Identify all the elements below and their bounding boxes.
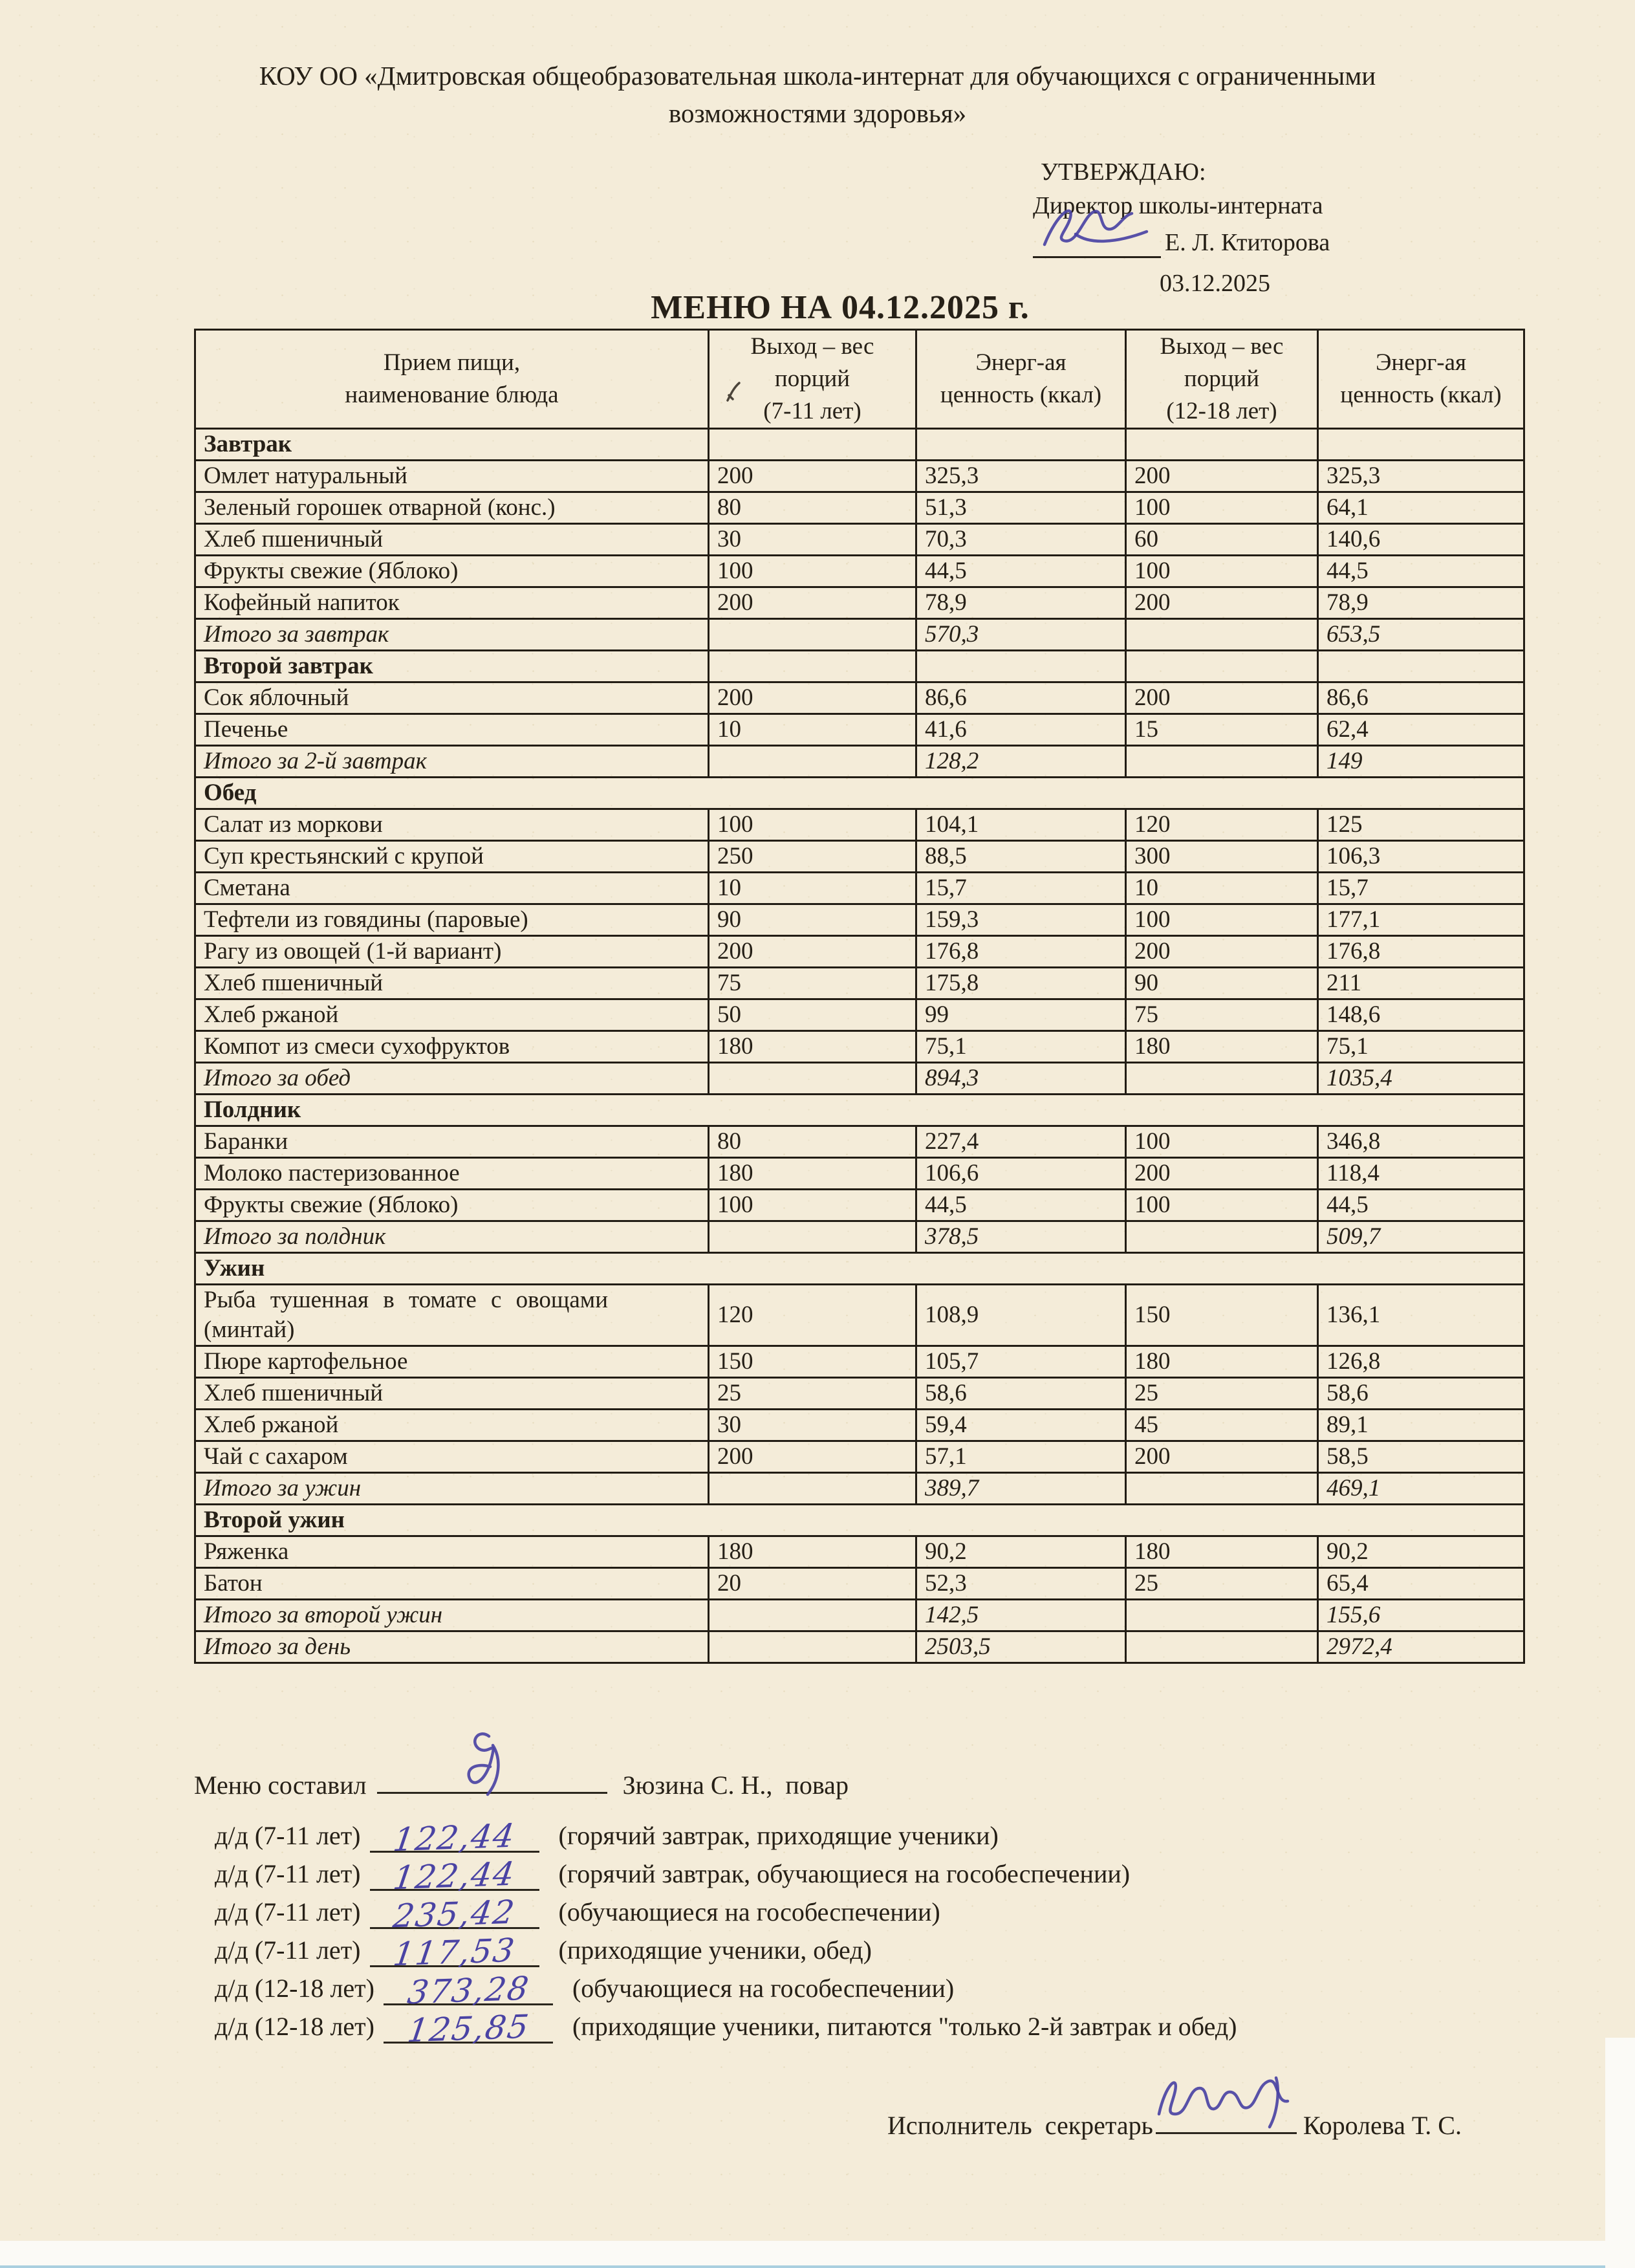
dd-amount-handwritten: 373,28 [404,1969,532,2012]
energy-12-18: 86,6 [1318,682,1524,714]
total-label: Итого за день [195,1631,709,1663]
empty-cell [709,1600,916,1631]
energy-7-11: 104,1 [916,809,1126,841]
col-header-portions-7-11: Выход – вес порций (7-11 лет) [709,330,916,429]
menu-row [195,587,1524,619]
dish-name: Фрукты свежие (Яблоко) [195,556,709,587]
total-energy-12-18: 509,7 [1318,1221,1524,1253]
dd-amount-handwritten: 122,44 [391,1816,518,1859]
secretary-name: Королева Т. С. [1303,2111,1462,2140]
energy-7-11: 78,9 [916,587,1126,619]
weight-7-11: 25 [709,1378,916,1410]
weight-7-11: 10 [709,873,916,904]
weight-7-11: 200 [709,461,916,492]
empty-cell [916,429,1126,461]
col-header-portions-12-18: Выход – вес порций (12-18 лет) [1126,330,1318,429]
empty-cell [709,1473,916,1505]
energy-7-11: 44,5 [916,1190,1126,1221]
dd-amount-underline [370,1855,539,1897]
col-header-energy-7-11: Энерг-ая ценность (ккал) [916,330,1126,429]
dd-amount-underline [370,1893,539,1935]
weight-12-18: 75 [1126,999,1318,1031]
empty-cell [1126,1063,1318,1095]
total-energy-7-11: 894,3 [916,1063,1126,1095]
weight-7-11: 200 [709,682,916,714]
section-row-lunch [195,778,1524,809]
empty-cell [709,1221,916,1253]
weight-7-11: 250 [709,841,916,873]
dd-label: д/д (7-11 лет) [215,1897,361,1926]
weight-12-18: 180 [1126,1031,1318,1063]
menu-row [195,556,1524,587]
page-title: МЕНЮ НА 04.12.2025 г. [651,289,1030,326]
weight-12-18: 10 [1126,873,1318,904]
dish-name: Салат из моркови [195,809,709,841]
energy-7-11: 105,7 [916,1346,1126,1378]
energy-7-11: 86,6 [916,682,1126,714]
approver-name: Е. Л. Ктиторова [1165,229,1330,256]
weight-12-18: 45 [1126,1410,1318,1441]
total-energy-12-18: 155,6 [1318,1600,1524,1631]
total-label: Итого за второй ужин [195,1600,709,1631]
energy-7-11: 44,5 [916,556,1126,587]
weight-12-18: 100 [1126,1190,1318,1221]
total-label: Итого за полдник [195,1221,709,1253]
organization-name-line1: КОУ ОО «Дмитровская общеобразовательная школа-интернат для обучающихся с ограниченными [259,61,1376,91]
weight-7-11: 75 [709,968,916,999]
empty-cell [709,429,916,461]
menu-row [195,936,1524,968]
dish-name: Рыба тушенная в томате с овощами (минтай) [195,1285,709,1346]
energy-12-18: 75,1 [1318,1031,1524,1063]
section-row-dinner [195,1253,1524,1285]
menu-row [195,968,1524,999]
weight-7-11: 50 [709,999,916,1031]
weight-12-18: 200 [1126,461,1318,492]
energy-7-11: 51,3 [916,492,1126,524]
cook-signature [439,1726,536,1800]
weight-12-18: 200 [1126,587,1318,619]
dd-label: д/д (12-18 лет) [215,1974,374,2003]
dd-note: (обучающиеся на гособеспечении) [572,1974,955,2003]
menu-row [195,809,1524,841]
menu-row [195,1158,1524,1190]
daily-cost-line [194,1931,1552,1974]
menu-row [195,1536,1524,1568]
menu-row [195,904,1524,936]
total-label: Итого за обед [195,1063,709,1095]
scanner-bed-strip [0,2241,1635,2268]
dish-name: Ряженка [195,1536,709,1568]
weight-12-18: 100 [1126,492,1318,524]
total-row-day [195,1631,1524,1663]
section-title: Полдник [195,1095,1524,1126]
weight-12-18: 120 [1126,809,1318,841]
section-title: Ужин [195,1253,1524,1285]
energy-12-18: 89,1 [1318,1410,1524,1441]
section-row-snack [195,1095,1524,1126]
empty-cell [1126,651,1318,682]
col-header-dish: Прием пищи, наименование блюда [195,330,709,429]
dd-amount-underline [384,1969,553,2012]
menu-row [195,682,1524,714]
dish-name: Сок яблочный [195,682,709,714]
dish-name: Печенье [195,714,709,746]
total-row-second-dinner [195,1600,1524,1631]
weight-12-18: 25 [1126,1378,1318,1410]
daily-cost-line [194,2007,1552,2050]
menu-row [195,714,1524,746]
energy-12-18: 118,4 [1318,1158,1524,1190]
energy-12-18: 106,3 [1318,841,1524,873]
total-energy-7-11: 389,7 [916,1473,1126,1505]
section-title: Второй завтрак [195,651,709,682]
menu-row [195,461,1524,492]
energy-7-11: 227,4 [916,1126,1126,1158]
weight-7-11: 120 [709,1285,916,1346]
empty-cell [1126,746,1318,778]
table-header-row [195,330,1524,429]
menu-row [195,1378,1524,1410]
weight-7-11: 30 [709,1410,916,1441]
energy-12-18: 90,2 [1318,1536,1524,1568]
energy-7-11: 15,7 [916,873,1126,904]
secretary-signature-rule [1156,2104,1297,2134]
footer-block [194,1763,1552,2050]
cook-name: Зюзина С. Н., повар [622,1771,849,1800]
energy-7-11: 176,8 [916,936,1126,968]
dish-name: Пюре картофельное [195,1346,709,1378]
empty-cell [1126,1473,1318,1505]
total-row-dinner [195,1473,1524,1505]
dish-name: Баранки [195,1126,709,1158]
total-row-snack [195,1221,1524,1253]
menu-row [195,1410,1524,1441]
approval-block [1033,157,1524,299]
dd-amount-underline [370,1816,539,1859]
weight-12-18: 180 [1126,1346,1318,1378]
weight-12-18: 200 [1126,682,1318,714]
approver-signature-line [1033,225,1524,265]
dish-name: Зеленый горошек отварной (конс.) [195,492,709,524]
energy-12-18: 65,4 [1318,1568,1524,1600]
section-title: Второй ужин [195,1505,1524,1536]
weight-7-11: 100 [709,809,916,841]
energy-12-18: 44,5 [1318,556,1524,587]
energy-12-18: 211 [1318,968,1524,999]
energy-7-11: 90,2 [916,1536,1126,1568]
empty-cell [1318,429,1524,461]
energy-12-18: 177,1 [1318,904,1524,936]
weight-12-18: 300 [1126,841,1318,873]
dd-label: д/д (12-18 лет) [215,2012,374,2041]
empty-cell [1318,651,1524,682]
menu-row [195,999,1524,1031]
dish-name: Молоко пастеризованное [195,1158,709,1190]
energy-7-11: 52,3 [916,1568,1126,1600]
dish-name: Хлеб пшеничный [195,1378,709,1410]
menu-row [195,1441,1524,1473]
weight-12-18: 200 [1126,1158,1318,1190]
energy-7-11: 108,9 [916,1285,1126,1346]
empty-cell [709,1631,916,1663]
energy-12-18: 15,7 [1318,873,1524,904]
dish-name: Хлеб пшеничный [195,524,709,556]
total-energy-7-11: 128,2 [916,746,1126,778]
energy-12-18: 126,8 [1318,1346,1524,1378]
empty-cell [1126,1600,1318,1631]
energy-7-11: 59,4 [916,1410,1126,1441]
dd-note: (приходящие ученики, питаются "только 2-й завтрак и обед) [572,2012,1237,2041]
weight-7-11: 20 [709,1568,916,1600]
total-label: Итого за 2-й завтрак [195,746,709,778]
dd-amount-handwritten: 117,53 [391,1931,518,1974]
menu-table [194,329,1525,1664]
empty-cell [709,1063,916,1095]
approver-position: Директор школы-интерната [1033,192,1323,219]
total-energy-12-18: 469,1 [1318,1473,1524,1505]
weight-12-18: 100 [1126,1126,1318,1158]
organization-header [0,57,1635,132]
daily-cost-line [194,1969,1552,2012]
organization-name-line2: возможностями здоровья» [668,98,967,128]
total-energy-12-18: 1035,4 [1318,1063,1524,1095]
section-row-breakfast [195,429,1524,461]
total-row-second-breakfast [195,746,1524,778]
dish-name: Хлеб ржаной [195,1410,709,1441]
dish-name: Омлет натуральный [195,461,709,492]
energy-12-18: 58,6 [1318,1378,1524,1410]
dd-amount-handwritten: 235,42 [391,1893,518,1935]
weight-7-11: 100 [709,1190,916,1221]
total-label: Итого за ужин [195,1473,709,1505]
dish-name: Хлеб ржаной [195,999,709,1031]
energy-12-18: 136,1 [1318,1285,1524,1346]
stray-pen-mark-icon [725,381,742,403]
weight-12-18: 200 [1126,1441,1318,1473]
weight-12-18: 100 [1126,904,1318,936]
energy-12-18: 346,8 [1318,1126,1524,1158]
total-energy-12-18: 2972,4 [1318,1631,1524,1663]
dish-name: Фрукты свежие (Яблоко) [195,1190,709,1221]
total-energy-7-11: 2503,5 [916,1631,1126,1663]
empty-cell [916,651,1126,682]
weight-7-11: 80 [709,492,916,524]
energy-7-11: 75,1 [916,1031,1126,1063]
weight-12-18: 150 [1126,1285,1318,1346]
weight-7-11: 150 [709,1346,916,1378]
col-header-energy-12-18: Энерг-ая ценность (ккал) [1318,330,1524,429]
weight-12-18: 90 [1126,968,1318,999]
empty-cell [1126,619,1318,651]
dish-name: Суп крестьянский с крупой [195,841,709,873]
weight-7-11: 200 [709,587,916,619]
weight-7-11: 180 [709,1158,916,1190]
composed-label: Меню составил [194,1771,367,1800]
energy-7-11: 58,6 [916,1378,1126,1410]
energy-12-18: 62,4 [1318,714,1524,746]
menu-row [195,1568,1524,1600]
dd-amount-handwritten: 125,85 [404,2007,532,2050]
dd-amount-underline [384,2007,553,2050]
weight-7-11: 100 [709,556,916,587]
weight-12-18: 60 [1126,524,1318,556]
weight-7-11: 10 [709,714,916,746]
energy-7-11: 88,5 [916,841,1126,873]
cook-signature-rule [377,1763,607,1794]
weight-12-18: 15 [1126,714,1318,746]
executor-label: Исполнитель секретарь [887,2111,1153,2140]
empty-cell [709,619,916,651]
energy-7-11: 159,3 [916,904,1126,936]
daily-cost-line [194,1816,1552,1859]
total-energy-7-11: 142,5 [916,1600,1126,1631]
dd-label: д/д (7-11 лет) [215,1821,361,1850]
dd-label: д/д (7-11 лет) [215,1859,361,1888]
approve-label: УТВЕРЖДАЮ: [1041,158,1206,186]
weight-7-11: 180 [709,1536,916,1568]
dd-amount-handwritten: 122,44 [391,1855,518,1897]
energy-7-11: 70,3 [916,524,1126,556]
total-energy-7-11: 378,5 [916,1221,1126,1253]
energy-7-11: 106,6 [916,1158,1126,1190]
approve-date: 03.12.2025 [1160,270,1270,297]
empty-cell [1126,429,1318,461]
daily-cost-line [194,1893,1552,1935]
empty-cell [709,651,916,682]
total-energy-12-18: 149 [1318,746,1524,778]
energy-12-18: 44,5 [1318,1190,1524,1221]
energy-12-18: 148,6 [1318,999,1524,1031]
menu-row [195,841,1524,873]
weight-12-18: 25 [1126,1568,1318,1600]
section-row-second-dinner [195,1505,1524,1536]
menu-row [195,1031,1524,1063]
energy-7-11: 99 [916,999,1126,1031]
energy-12-18: 58,5 [1318,1441,1524,1473]
menu-row [195,1285,1524,1346]
weight-7-11: 180 [709,1031,916,1063]
dish-name: Хлеб пшеничный [195,968,709,999]
weight-7-11: 90 [709,904,916,936]
menu-row [195,492,1524,524]
dish-name: Тефтели из говядины (паровые) [195,904,709,936]
dish-name: Рагу из овощей (1-й вариант) [195,936,709,968]
empty-cell [1126,1221,1318,1253]
menu-composed-line [194,1763,1552,1809]
section-title: Завтрак [195,429,709,461]
weight-12-18: 200 [1126,936,1318,968]
dish-name: Чай с сахаром [195,1441,709,1473]
total-row-lunch [195,1063,1524,1095]
daily-cost-line [194,1855,1552,1897]
dd-note: (приходящие ученики, обед) [558,1935,872,1965]
menu-row [195,1346,1524,1378]
dd-amount-underline [370,1931,539,1974]
weight-12-18: 100 [1126,556,1318,587]
weight-12-18: 180 [1126,1536,1318,1568]
energy-7-11: 57,1 [916,1441,1126,1473]
dish-name: Кофейный напиток [195,587,709,619]
menu-row [195,524,1524,556]
total-row-breakfast [195,619,1524,651]
energy-12-18: 140,6 [1318,524,1524,556]
total-energy-7-11: 570,3 [916,619,1126,651]
section-row-second-breakfast [195,651,1524,682]
energy-12-18: 325,3 [1318,461,1524,492]
executor-line [887,2104,1462,2141]
total-label: Итого за завтрак [195,619,709,651]
energy-7-11: 41,6 [916,714,1126,746]
scanner-bed-right-strip [1605,2038,1635,2268]
weight-7-11: 80 [709,1126,916,1158]
energy-12-18: 176,8 [1318,936,1524,968]
energy-7-11: 175,8 [916,968,1126,999]
energy-12-18: 125 [1318,809,1524,841]
secretary-signature [1149,2064,1305,2132]
energy-7-11: 325,3 [916,461,1126,492]
energy-12-18: 78,9 [1318,587,1524,619]
director-signature [1038,198,1154,256]
dd-label: д/д (7-11 лет) [215,1935,361,1965]
empty-cell [709,746,916,778]
total-energy-12-18: 653,5 [1318,619,1524,651]
menu-row [195,1190,1524,1221]
energy-12-18: 64,1 [1318,492,1524,524]
weight-7-11: 30 [709,524,916,556]
dish-name: Батон [195,1568,709,1600]
dish-name: Сметана [195,873,709,904]
empty-cell [1126,1631,1318,1663]
dd-note: (горячий завтрак, обучающиеся на гособеспечении) [558,1859,1131,1888]
weight-7-11: 200 [709,1441,916,1473]
section-title: Обед [195,778,1524,809]
weight-7-11: 200 [709,936,916,968]
menu-row [195,873,1524,904]
menu-row [195,1126,1524,1158]
dish-name: Компот из смеси сухофруктов [195,1031,709,1063]
dd-note: (обучающиеся на гособеспечении) [558,1897,940,1926]
dd-note: (горячий завтрак, приходящие ученики) [558,1821,999,1850]
